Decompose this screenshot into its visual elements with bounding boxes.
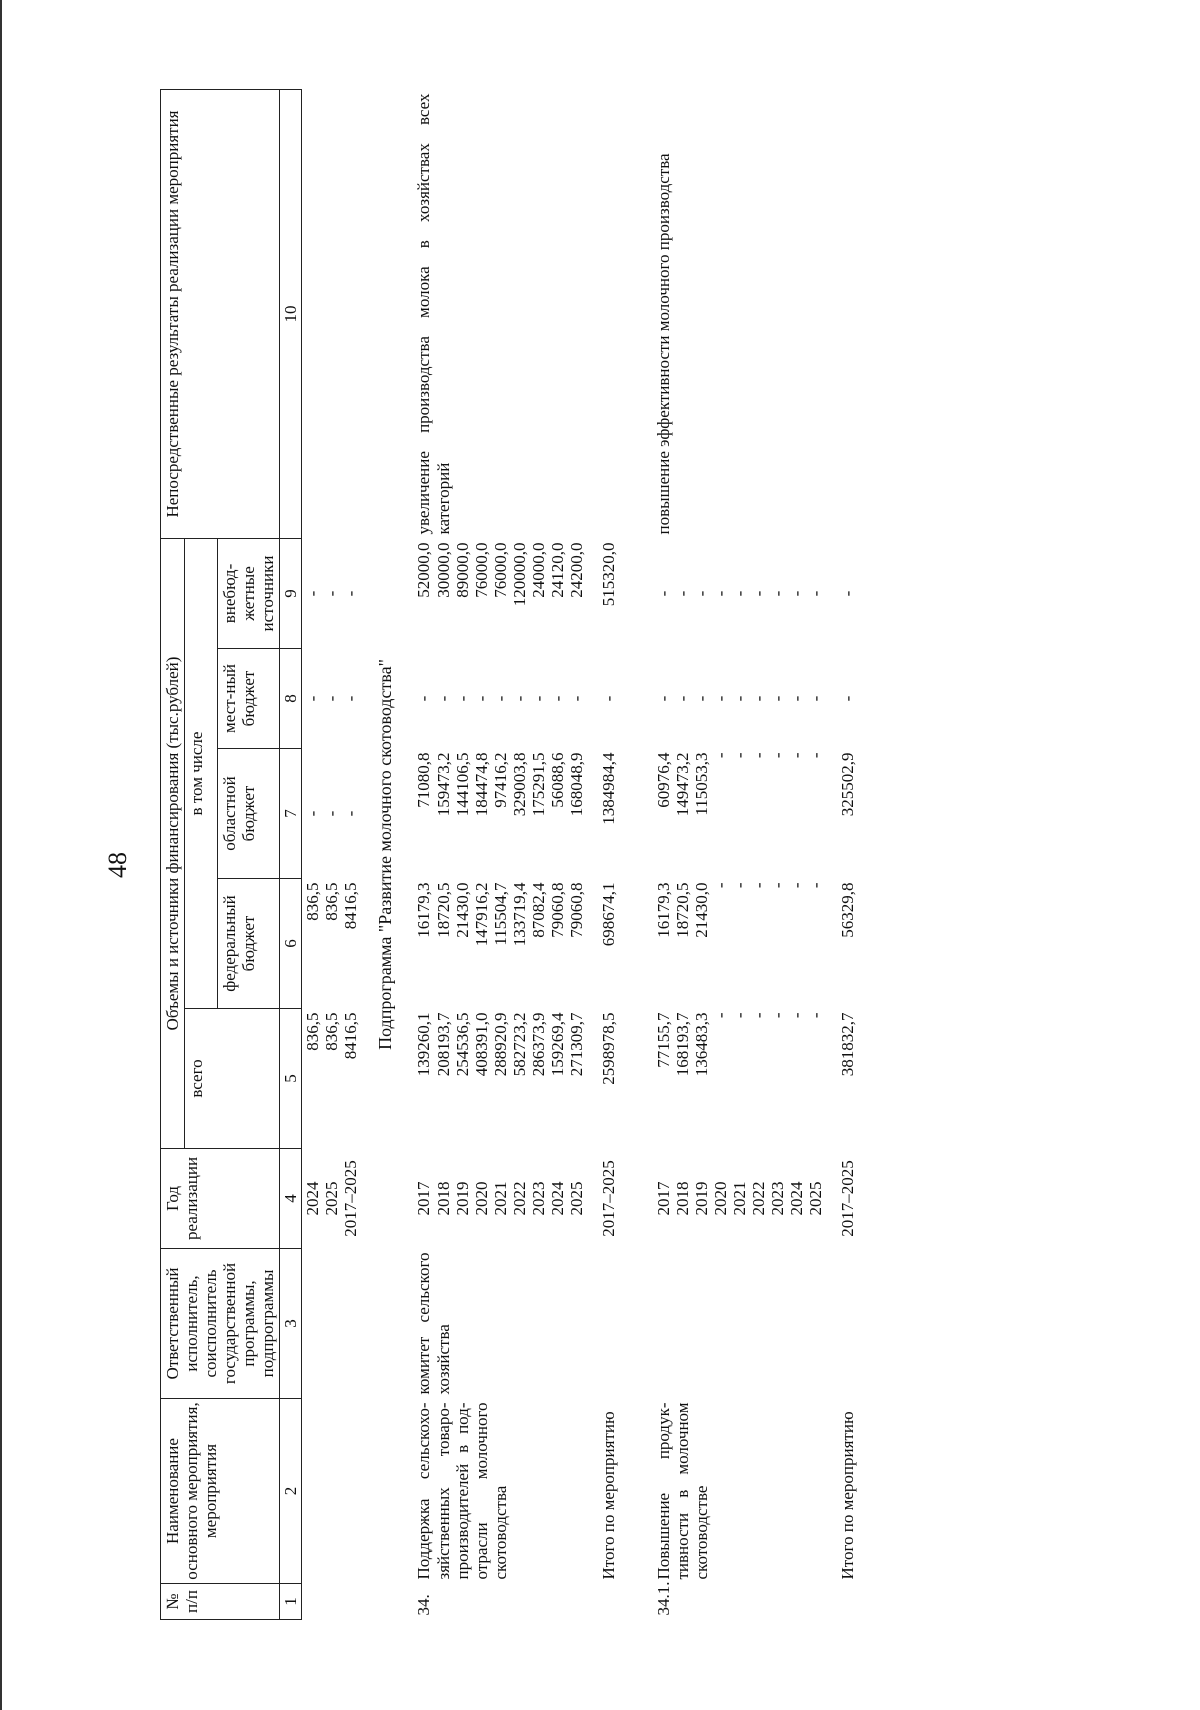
sum-local: -	[598, 695, 618, 702]
cell-value: -	[710, 882, 730, 889]
measure-name: Поддержка сельскохо-зяйственных товаро-производителей в под-отрасли молочного скотоводства	[414, 1402, 510, 1580]
cell-value: -	[322, 590, 342, 597]
regional-list	[302, 749, 362, 879]
cell-value: -	[691, 590, 711, 597]
subprogram-row	[361, 90, 413, 1620]
cell-value: -	[767, 1012, 787, 1019]
cell-value: -	[729, 590, 749, 597]
cell-value: -	[672, 695, 692, 702]
header-total: всего	[185, 1009, 280, 1149]
executor: комитет сельского хозяйства	[414, 1252, 453, 1395]
table-row	[302, 90, 362, 1620]
cell-value: -	[787, 590, 806, 597]
cell-value: -	[729, 695, 749, 702]
header-results: Непосредственные результаты реализации мероприятия	[161, 90, 280, 539]
cell-value: -	[303, 695, 323, 702]
cell-value: -	[303, 590, 323, 597]
cell-value: -	[806, 590, 826, 597]
sum-extra: 515320,0	[598, 542, 618, 607]
funding-table	[160, 89, 858, 1620]
cell-value: -	[322, 810, 342, 817]
cell-value: 18720,5	[672, 882, 692, 938]
cell-value: 87082,4	[528, 882, 548, 938]
cell-value: -	[748, 882, 768, 889]
cell-value: -	[341, 810, 361, 817]
column-number: 2	[280, 1399, 302, 1584]
cell-value: 89000,0	[452, 542, 472, 598]
cell-value: 408391,0	[471, 1012, 491, 1077]
column-number: 6	[280, 879, 302, 1009]
cell-value: 2021	[490, 1181, 510, 1216]
cell-value: -	[341, 695, 361, 702]
table-header	[161, 90, 302, 1620]
cell-value: 133719,4	[509, 882, 529, 947]
header-regional: областной бюджет	[218, 749, 280, 879]
cell-value: -	[787, 882, 806, 889]
cell-value: -	[433, 695, 453, 702]
row-number: 34.	[414, 1594, 434, 1616]
cell-value: 115504,7	[490, 882, 510, 946]
cell-value: 582723,2	[509, 1012, 529, 1077]
cell-value: 115053,3	[691, 752, 711, 816]
page-number: 48	[103, 852, 132, 878]
cell-value: -	[787, 752, 806, 759]
column-numbers-row	[280, 90, 302, 1620]
cell-value: 836,5	[322, 882, 342, 921]
cell-value: 329003,8	[509, 752, 529, 817]
result-text: увеличение производства молока в хозяйствах всех категорий	[414, 93, 453, 535]
cell-value: -	[322, 695, 342, 702]
local-list	[413, 649, 586, 749]
sum-extra: -	[838, 590, 858, 597]
cell-value: 836,5	[303, 1012, 323, 1051]
cell-value: -	[748, 695, 768, 702]
cell-value: 144106,5	[452, 752, 472, 817]
column-number: 8	[280, 649, 302, 749]
sum-regional: 325502,9	[838, 752, 858, 817]
cell-value: 24120,0	[547, 542, 567, 598]
cell-value: 288920,9	[490, 1012, 510, 1077]
total-label: Итого по мероприятию	[598, 1411, 618, 1580]
cell-value: -	[547, 695, 567, 702]
total-list	[653, 1009, 826, 1149]
cell-value: 71080,8	[414, 752, 434, 808]
extra-list	[413, 539, 586, 649]
cell-value: 168193,7	[672, 1012, 692, 1077]
year-list	[653, 1149, 826, 1249]
cell-value: -	[509, 695, 529, 702]
cell-value: 147916,2	[471, 882, 491, 947]
header-year: Год реализации	[161, 1149, 280, 1249]
cell-value: -	[710, 752, 730, 759]
sum-federal: 56329,8	[838, 882, 858, 938]
cell-value: 16179,3	[414, 882, 434, 938]
cell-value: -	[729, 752, 749, 759]
regional-list	[653, 749, 826, 879]
rotated-page	[160, 90, 1200, 1620]
header-extra: внебюд-жетные источники	[218, 539, 280, 649]
cell-value: 159269,4	[547, 1012, 567, 1077]
cell-value: 184474,8	[471, 752, 491, 817]
cell-value: 2017–2025	[341, 1160, 361, 1237]
column-number: 5	[280, 1009, 302, 1149]
cell-value: 16179,3	[653, 882, 673, 938]
cell-value: -	[767, 882, 787, 889]
extra-list	[302, 539, 362, 649]
cell-value: -	[303, 810, 323, 817]
cell-value: -	[710, 695, 730, 702]
cell-value: 120000,0	[509, 542, 529, 607]
sum-total: 381832,7	[838, 1012, 858, 1077]
cell-value: 286373,9	[528, 1012, 548, 1077]
cell-value: 2018	[433, 1181, 453, 1216]
cell-value: -	[748, 590, 768, 597]
cell-value: 139260,1	[414, 1012, 434, 1077]
cell-value: -	[528, 695, 548, 702]
cell-value: 97416,2	[490, 752, 510, 808]
cell-value: 2022	[748, 1181, 768, 1216]
cell-value: -	[414, 695, 434, 702]
total-row	[587, 90, 619, 1620]
cell-value: 2022	[509, 1181, 529, 1216]
cell-value: -	[787, 695, 806, 702]
cell-value: -	[710, 590, 730, 597]
cell-value: -	[672, 590, 692, 597]
cell-value: 136483,3	[691, 1012, 711, 1077]
total-year: 2017–2025	[838, 1160, 858, 1237]
cell-value: 56088,6	[547, 752, 567, 808]
cell-value: 21430,0	[452, 882, 472, 938]
column-number: 4	[280, 1149, 302, 1249]
cell-value: 175291,5	[528, 752, 548, 817]
cell-value: 2023	[528, 1181, 548, 1216]
header-federal: федеральный бюджет	[218, 879, 280, 1009]
result-text: повышение эффективности молочного производства	[653, 153, 673, 535]
local-list	[653, 649, 826, 749]
federal-list	[302, 879, 362, 1009]
header-name: Наименование основного мероприятия, мероприятия	[161, 1399, 280, 1584]
cell-value: 79060,8	[566, 882, 586, 938]
cell-value: 30000,0	[433, 542, 453, 598]
cell-value: 8416,5	[341, 1012, 361, 1060]
federal-list	[413, 879, 586, 1009]
cell-value: 2020	[471, 1181, 491, 1216]
cell-value: 2023	[767, 1181, 787, 1216]
header-num: № п/п	[161, 1584, 280, 1620]
cell-value: 2017	[414, 1181, 434, 1216]
measure-name: Повышение продук-тивности в молочном скотоводстве	[653, 1402, 711, 1580]
cell-value: -	[787, 1012, 806, 1019]
subprogram-title: Подпрограмма "Развитие молочного скотоводства"	[375, 659, 396, 1050]
cell-value: 836,5	[303, 882, 323, 921]
column-number: 9	[280, 539, 302, 649]
cell-value: -	[471, 695, 491, 702]
cell-value: -	[653, 695, 673, 702]
cell-value: 24000,0	[528, 542, 548, 598]
year-list	[302, 1149, 362, 1249]
cell-value: 2019	[452, 1181, 472, 1216]
cell-value: 836,5	[322, 1012, 342, 1051]
cell-value: 8416,5	[341, 882, 361, 930]
cell-value: -	[341, 590, 361, 597]
cell-value: -	[490, 695, 510, 702]
local-list	[302, 649, 362, 749]
cell-value: 2024	[787, 1181, 806, 1216]
cell-value: 52000,0	[414, 542, 434, 598]
cell-value: 2019	[691, 1181, 711, 1216]
cell-value: 2024	[303, 1181, 323, 1216]
cell-value: -	[767, 752, 787, 759]
federal-list	[653, 879, 826, 1009]
cell-value: 60976,4	[653, 752, 673, 808]
column-number: 3	[280, 1249, 302, 1399]
cell-value: -	[748, 1012, 768, 1019]
cell-value: 77155,7	[653, 1012, 673, 1068]
total-list	[302, 1009, 362, 1149]
cell-value: 2024	[547, 1181, 567, 1216]
cell-value: -	[653, 590, 673, 597]
cell-value: 168048,9	[566, 752, 586, 817]
total-list	[413, 1009, 586, 1149]
cell-value: -	[729, 882, 749, 889]
cell-value: 2018	[672, 1181, 692, 1216]
cell-value: -	[729, 1012, 749, 1019]
sum-total: 2598978,5	[598, 1012, 618, 1085]
table-row	[653, 90, 826, 1620]
cell-value: -	[767, 695, 787, 702]
cell-value: 18720,5	[433, 882, 453, 938]
scan-edge-line	[0, 0, 2, 1710]
header-including: в том числе	[185, 539, 218, 1009]
sum-regional: 1384984,4	[598, 752, 618, 825]
column-number: 1	[280, 1584, 302, 1620]
cell-value: 149473,2	[672, 752, 692, 817]
cell-value: 21430,0	[691, 882, 711, 938]
total-row	[826, 90, 858, 1620]
cell-value: -	[806, 882, 826, 889]
sum-federal: 698674,1	[598, 882, 618, 947]
cell-value: -	[710, 1012, 730, 1019]
total-label: Итого по мероприятию	[838, 1411, 858, 1580]
cell-value: 2025	[322, 1181, 342, 1216]
cell-value: -	[748, 752, 768, 759]
header-executor: Ответственный исполнитель, соисполнитель государственной программы, подпрограммы	[161, 1249, 280, 1399]
cell-value: 79060,8	[547, 882, 567, 938]
year-list	[413, 1149, 586, 1249]
total-year: 2017–2025	[598, 1160, 618, 1237]
extra-list	[653, 539, 826, 649]
cell-value: 76000,0	[471, 542, 491, 598]
cell-value: 254536,5	[452, 1012, 472, 1077]
cell-value: 2020	[710, 1181, 730, 1216]
cell-value: -	[806, 1012, 826, 1019]
cell-value: -	[691, 695, 711, 702]
table-row	[413, 90, 586, 1620]
header-funding: Объемы и источники финансирования (тыс.рублей)	[161, 539, 185, 1149]
cell-value: 271309,7	[566, 1012, 586, 1077]
cell-value: 2025	[566, 1181, 586, 1216]
cell-value: -	[452, 695, 472, 702]
cell-value: -	[806, 752, 826, 759]
row-number: 34.1.	[653, 1581, 673, 1616]
cell-value: 24200,0	[566, 542, 586, 598]
cell-value: 159473,2	[433, 752, 453, 817]
cell-value: -	[767, 590, 787, 597]
sum-local: -	[838, 695, 858, 702]
column-number: 10	[280, 90, 302, 539]
cell-value: -	[566, 695, 586, 702]
cell-value: -	[806, 695, 826, 702]
cell-value: 76000,0	[490, 542, 510, 598]
header-local: мест-ный бюджет	[218, 649, 280, 749]
column-number: 7	[280, 749, 302, 879]
cell-value: 2021	[729, 1181, 749, 1216]
cell-value: 2017	[653, 1181, 673, 1216]
cell-value: 2025	[806, 1181, 826, 1216]
cell-value: 208193,7	[433, 1012, 453, 1077]
regional-list	[413, 749, 586, 879]
